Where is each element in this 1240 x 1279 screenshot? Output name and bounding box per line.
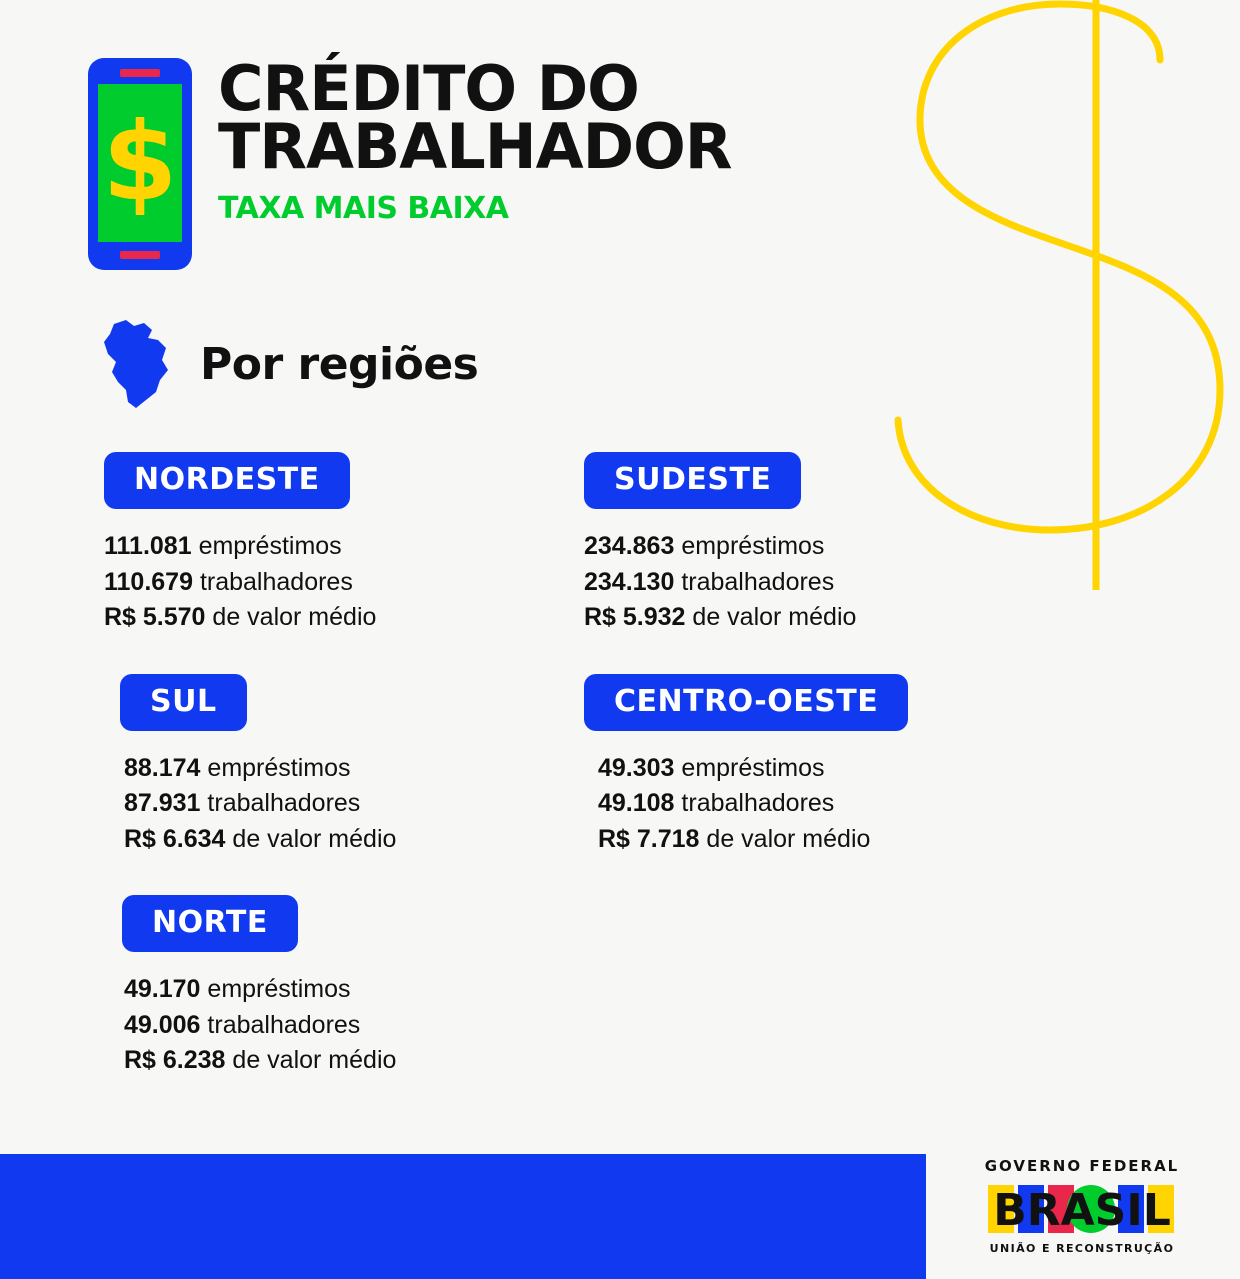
dollar-sign-icon: $ (102, 100, 178, 225)
stat-loans-label: empréstimos (207, 753, 351, 782)
section-heading (96, 318, 478, 410)
header (88, 52, 732, 270)
region-name-badge: CENTRO-OESTE (584, 674, 908, 731)
stat-loans-value: 111.081 (104, 532, 192, 560)
stat-average (104, 600, 584, 636)
region-card-sudeste (584, 452, 1064, 636)
stat-average-label: de valor médio (232, 824, 397, 853)
region-card-nordeste (104, 452, 584, 636)
region-stats (104, 751, 584, 858)
region-stats (584, 529, 1064, 636)
stat-workers-label: trabalhadores (199, 567, 353, 596)
regions-row-2 (104, 674, 1114, 896)
gov-logo-top-text: GOVERNO FEDERAL (984, 1157, 1180, 1175)
stat-average-label: de valor médio (232, 1046, 397, 1074)
regions-row-1 (104, 452, 1114, 674)
stat-loans (584, 529, 1064, 565)
region-name-badge: NORDESTE (104, 452, 350, 509)
stat-average-value: R$ 5.570 (104, 603, 206, 631)
stat-workers-value: 110.679 (104, 567, 193, 596)
region-card-sul (104, 674, 584, 858)
regions-row-3 (104, 895, 1114, 1117)
stat-workers (598, 786, 1064, 822)
stat-average-value: R$ 5.932 (584, 603, 686, 631)
stat-workers-label: trabalhadores (681, 789, 835, 817)
stat-average (124, 1043, 584, 1079)
region-name-badge: SUDESTE (584, 452, 801, 509)
page-subtitle: TAXA MAIS BAIXA (218, 190, 509, 226)
footer-bar (0, 1154, 926, 1279)
svg-text:BRASIL: BRASIL (993, 1185, 1171, 1236)
stat-workers-label: trabalhadores (207, 789, 361, 817)
stat-workers (124, 786, 584, 822)
region-name-badge: NORTE (122, 895, 298, 952)
stat-average-label: de valor médio (706, 824, 871, 853)
page-title-line2: TRABALHADOR (218, 110, 732, 184)
stat-loans (124, 972, 584, 1008)
stat-loans-value: 88.174 (124, 753, 201, 782)
stat-loans (598, 751, 1064, 787)
region-card-empty (584, 895, 1064, 1079)
phone-money-icon (88, 58, 192, 270)
title-block (218, 52, 732, 226)
stat-loans (104, 529, 584, 565)
stat-workers-value: 234.130 (584, 567, 675, 596)
regions-grid (104, 452, 1114, 1117)
brasil-wordmark (982, 1181, 1182, 1237)
stat-average-value: R$ 6.634 (124, 824, 226, 853)
stat-workers-label: trabalhadores (681, 567, 835, 596)
stat-loans-value: 49.303 (598, 753, 675, 782)
stat-average-value: R$ 7.718 (598, 824, 700, 853)
stat-workers (124, 1008, 584, 1044)
stat-average-label: de valor médio (212, 603, 377, 631)
stat-workers (104, 565, 584, 601)
stat-loans-label: empréstimos (681, 532, 825, 560)
stat-workers (584, 565, 1064, 601)
page-title-line1: CRÉDITO DO (218, 52, 639, 125)
region-name-badge: SUL (120, 674, 247, 731)
stat-loans-label: empréstimos (681, 753, 825, 782)
stat-loans (124, 751, 584, 787)
phone-home-bar (120, 251, 160, 259)
stat-average (584, 600, 1064, 636)
gov-logo-bottom-text: UNIÃO E RECONSTRUÇÃO (989, 1242, 1175, 1255)
brazil-map-icon (96, 318, 176, 410)
stat-average-value: R$ 6.238 (124, 1046, 226, 1074)
phone-speaker-bar (120, 69, 160, 77)
stat-workers-value: 49.006 (124, 1010, 201, 1039)
region-card-norte (104, 895, 584, 1079)
region-card-centro-oeste (584, 674, 1064, 858)
section-title: Por regiões (200, 338, 479, 390)
stat-workers-value: 49.108 (598, 789, 675, 817)
stat-average-label: de valor médio (692, 603, 857, 631)
stat-loans-label: empréstimos (207, 975, 351, 1003)
region-stats (104, 529, 584, 636)
stat-workers-value: 87.931 (124, 789, 201, 817)
stat-workers-label: trabalhadores (207, 1010, 361, 1039)
stat-loans-value: 234.863 (584, 532, 675, 560)
stat-average (124, 822, 584, 858)
stat-loans-label: empréstimos (198, 532, 342, 560)
stat-average (598, 822, 1064, 858)
government-logo (982, 1157, 1182, 1255)
region-stats (104, 972, 584, 1079)
region-stats (584, 751, 1064, 858)
stat-loans-value: 49.170 (124, 975, 201, 1003)
